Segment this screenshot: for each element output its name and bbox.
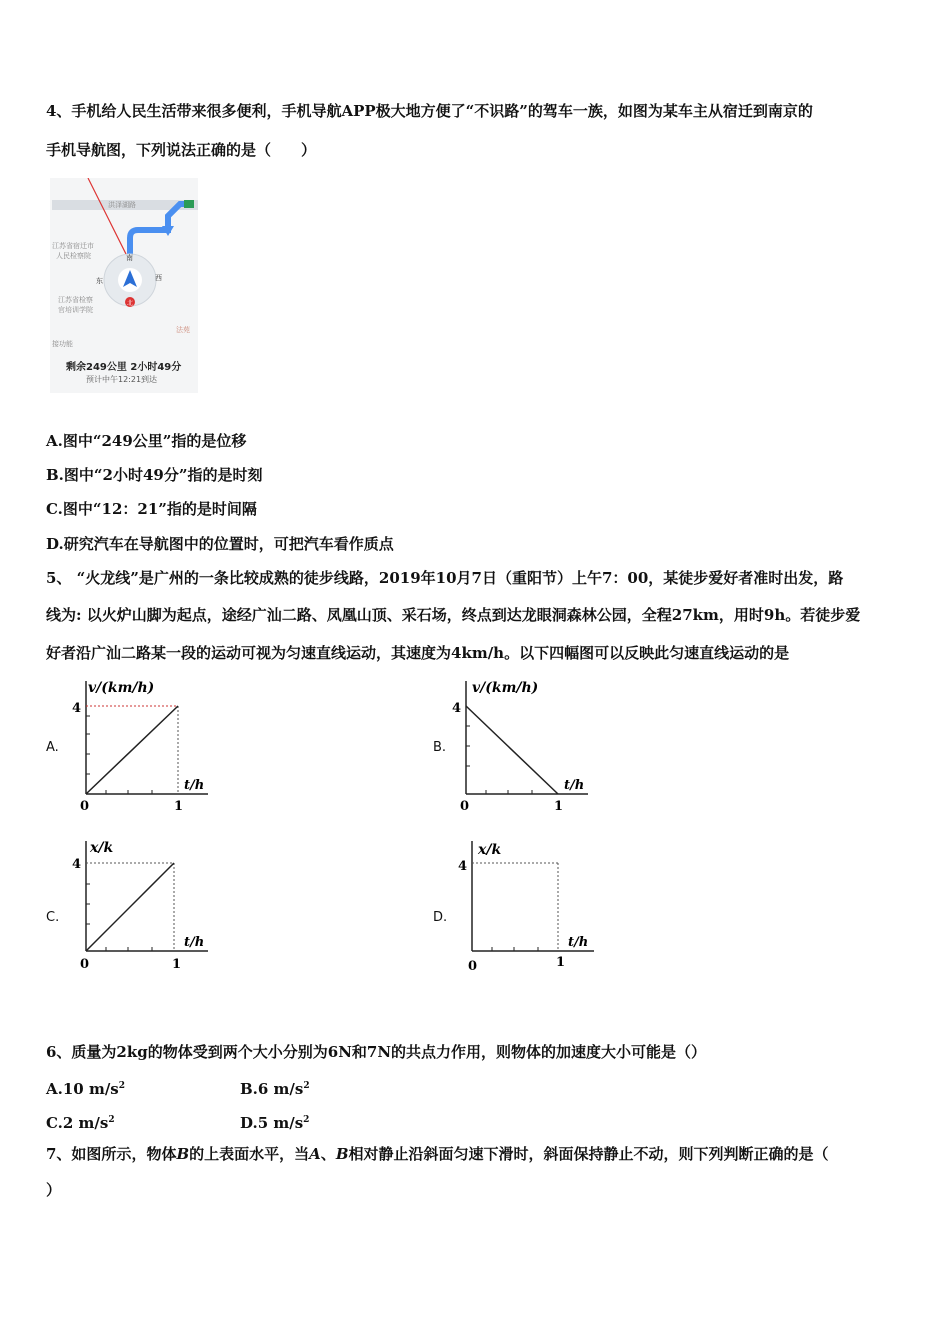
q6-stem: 6、质量为2kg的物体受到两个大小分别为6N和7N的共点力作用，则物体的加速度大小可能是（） (46, 1043, 707, 1061)
q4-option-a: A.图中“249公里”指的是位移 (46, 432, 247, 450)
graph-c-ytick: 4 (72, 857, 82, 872)
graph-d-label: D. (433, 910, 448, 925)
q5-stem-line1: 5、 “火龙线”是广州的一条比较成熟的徒步线路，2019年10月7日（重阳节）上午7：00，某徒步爱好者准时出发，路 (46, 569, 844, 587)
map-poi1-line2: 人民检察院 (56, 252, 91, 260)
q5-stem-line2: 线为: 以火炉山脚为起点，途经广汕二路、凤凰山顶、采石场，终点到达龙眼洞森林公园，全程27km，用时9h。若徒步爱 (46, 606, 861, 624)
graph-d-xlabel: t/h (568, 935, 589, 950)
compass-east: 东 (96, 277, 103, 285)
graph-b-ytick: 4 (452, 701, 462, 716)
graph-b (446, 676, 596, 816)
graph-a-xtick: 1 (174, 799, 184, 814)
q4-option-b: B.图中“2小时49分”指的是时刻 (46, 466, 263, 484)
graph-b-origin: 0 (460, 799, 470, 814)
graph-a-label: A. (46, 740, 59, 755)
q6-option-c: C.2 $m/s^2$ (46, 1114, 115, 1132)
graph-b-label: B. (433, 740, 447, 755)
graph-a-origin: 0 (80, 799, 90, 814)
graph-c-xlabel: t/h (184, 935, 205, 950)
compass-south: 南 (126, 254, 133, 262)
route-path (130, 204, 190, 258)
graph-a-line (86, 706, 178, 794)
map-poi1-line1: 江苏省宿迁市 (52, 242, 94, 250)
q7-stem-line1: 7、如图所示，物体B的上表面水平，当A、B相对静止沿斜面匀速下滑时，斜面保持静止不动，则下列判断正确的是（ (46, 1145, 829, 1163)
map-remaining: 剩余249公里 2小时49分 (66, 362, 182, 373)
compass-west: 西 (155, 274, 162, 282)
navigation-map-image (50, 178, 198, 393)
graph-c-line (86, 863, 174, 951)
map-poi2-line2: 官培训学院 (58, 306, 93, 314)
map-road-label: 洪泽湖路 (108, 201, 136, 209)
map-poi2-line1: 江苏省检察 (58, 296, 93, 304)
graph-c-label: C. (46, 910, 60, 925)
graph-d-xtick: 1 (556, 955, 566, 970)
graph-d (452, 836, 602, 976)
graph-d-ytick: 4 (458, 859, 468, 874)
q4-option-d: D.研究汽车在导航图中的位置时，可把汽车看作质点 (46, 535, 394, 553)
graph-c-xtick: 1 (172, 957, 182, 972)
graph-a-ylabel: v/(km/h) (88, 680, 155, 696)
graph-b-xtick: 1 (554, 799, 564, 814)
q4-option-c: C.图中“12：21”指的是时间隔 (46, 500, 257, 518)
map-bottom-left: 接功能 (52, 340, 73, 348)
graph-b-ylabel: v/(km/h) (472, 680, 539, 696)
route-end (184, 200, 194, 208)
q6-option-a: A.10 $m/s^2$ (46, 1080, 126, 1098)
graph-d-origin: 0 (468, 959, 478, 974)
graph-c-origin: 0 (80, 957, 90, 972)
graph-a (66, 676, 216, 816)
q6-option-d: D.5 $m/s^2$ (240, 1114, 310, 1132)
q5-stem-line3: 好者沿广汕二路某一段的运动可视为匀速直线运动，其速度为4km/h。以下四幅图可以反映此匀速直线运动的是 (46, 644, 790, 662)
graph-d-ylabel: x/k (478, 842, 502, 858)
graph-c (66, 836, 216, 976)
compass-north: 北 (127, 300, 134, 307)
graph-b-xlabel: t/h (564, 778, 585, 793)
graph-a-ytick: 4 (72, 701, 82, 716)
graph-a-xlabel: t/h (184, 778, 205, 793)
q6-option-b: B.6 $m/s^2$ (240, 1080, 310, 1098)
map-eta: 预计中午12:21到达 (86, 375, 158, 384)
pointer-line (88, 178, 128, 258)
graph-b-line (466, 706, 558, 794)
map-corner-label: 法苑 (176, 326, 190, 334)
q4-stem-line2: 手机导航图，下列说法正确的是（ ） (46, 141, 317, 159)
q4-stem-line1: 4、手机给人民生活带来很多便利，手机导航APP极大地方便了“不识路”的驾车一族，如图为某车主从宿迁到南京的 (46, 102, 813, 120)
graph-c-ylabel: x/k (90, 840, 114, 856)
q7-stem-line2: ） (46, 1181, 62, 1199)
